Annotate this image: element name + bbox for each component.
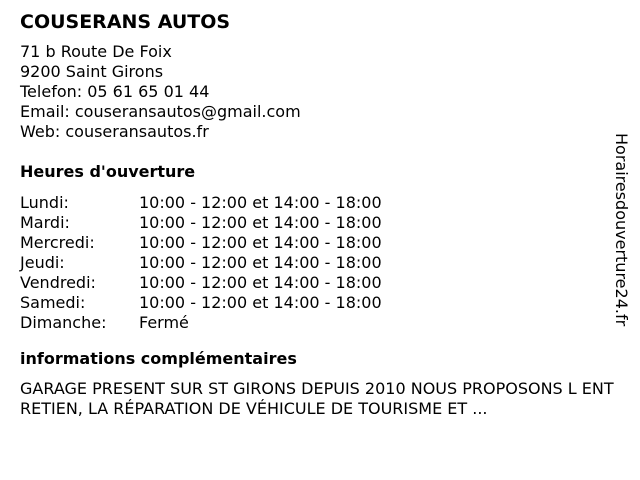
time-value: 10:00 - 12:00 et 14:00 - 18:00: [139, 193, 382, 212]
time-value: Fermé: [139, 313, 189, 332]
address-line-2: 9200 Saint Girons: [20, 62, 164, 81]
hours-row-sunday: [20, 313, 610, 333]
phone: Telefon: 05 61 65 01 44: [20, 82, 210, 101]
email: Email: couseransautos@gmail.com: [20, 102, 301, 121]
time-value: 10:00 - 12:00 et 14:00 - 18:00: [139, 273, 382, 292]
day-label: Samedi:: [20, 293, 86, 312]
address-line-1: 71 b Route De Foix: [20, 42, 172, 61]
hours-row-tuesday: [20, 213, 610, 233]
time-value: 10:00 - 12:00 et 14:00 - 18:00: [139, 253, 382, 272]
day-label: Lundi:: [20, 193, 69, 212]
website: Web: couseransautos.fr: [20, 122, 209, 141]
site-watermark: Horairesdouverture24.fr: [612, 133, 631, 327]
hours-row-friday: [20, 273, 610, 293]
time-value: 10:00 - 12:00 et 14:00 - 18:00: [139, 233, 382, 252]
time-value: 10:00 - 12:00 et 14:00 - 18:00: [139, 293, 382, 312]
hours-row-saturday: [20, 293, 610, 313]
hours-row-monday: [20, 193, 610, 213]
additional-info-text: GARAGE PRESENT SUR ST GIRONS DEPUIS 2010 NOUS PROPOSONS L ENTRETIEN, LA RÉPARATION DE VÉHICULE DE TOURISME ET ...: [20, 379, 614, 418]
hours-row-wednesday: [20, 233, 610, 253]
opening-hours-table: [20, 193, 610, 333]
opening-hours-title: Heures d'ouverture: [20, 162, 196, 181]
business-card: [20, 10, 614, 419]
day-label: Mardi:: [20, 213, 70, 232]
day-label: Dimanche:: [20, 313, 107, 332]
business-name: COUSERANS AUTOS: [20, 11, 231, 33]
additional-info-title: informations complémentaires: [20, 349, 297, 368]
day-label: Mercredi:: [20, 233, 95, 252]
day-label: Jeudi:: [20, 253, 65, 272]
day-label: Vendredi:: [20, 273, 96, 292]
time-value: 10:00 - 12:00 et 14:00 - 18:00: [139, 213, 382, 232]
hours-row-thursday: [20, 253, 610, 273]
